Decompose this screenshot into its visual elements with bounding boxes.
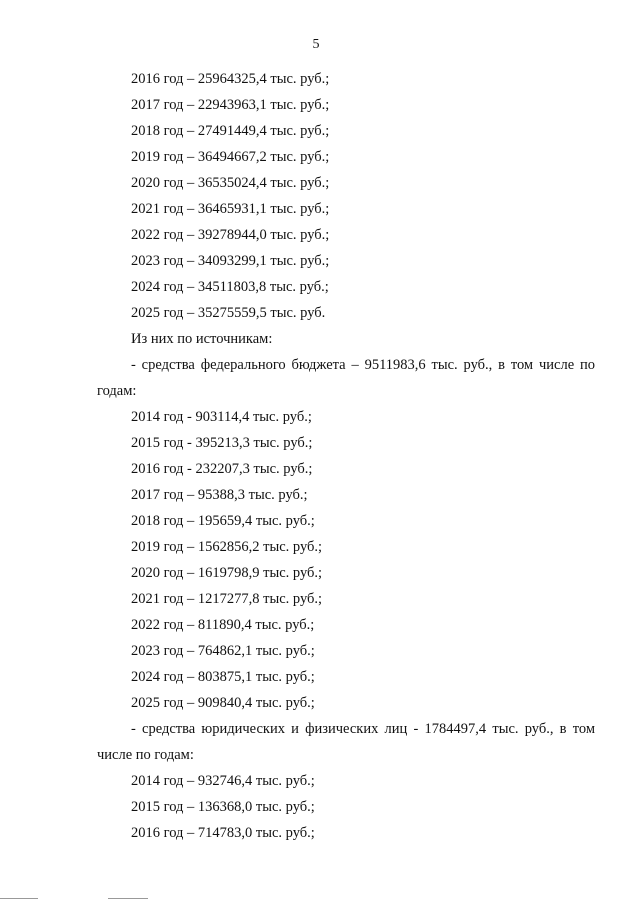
federal-year-line: 2015 год - 395213,3 тыс. руб.; [131,435,313,451]
legal-year-line: 2016 год – 714783,0 тыс. руб.; [131,825,315,841]
federal-year-line: 2025 год – 909840,4 тыс. руб.; [131,695,315,711]
total-year-line: 2021 год – 36465931,1 тыс. руб.; [131,201,330,217]
total-year-line: 2018 год – 27491449,4 тыс. руб.; [131,123,330,139]
federal-budget-line-continued: годам: [97,383,137,399]
page-number: 5 [312,37,320,52]
legal-year-line: 2014 год – 932746,4 тыс. руб.; [131,773,315,789]
total-year-line: 2016 год – 25964325,4 тыс. руб.; [131,71,330,87]
scan-edge-mark-left [0,898,38,899]
budget-text [97,66,595,846]
federal-budget-line: - средства федерального бюджета – 9511983,6 тыс. руб., в том числе по [131,357,595,373]
total-year-line: 2025 год – 35275559,5 тыс. руб. [131,305,326,321]
total-year-line: 2023 год – 34093299,1 тыс. руб.; [131,253,330,269]
federal-year-line: 2017 год – 95388,3 тыс. руб.; [131,487,308,503]
total-year-line: 2020 год – 36535024,4 тыс. руб.; [131,175,330,191]
total-year-line: 2019 год – 36494667,2 тыс. руб.; [131,149,330,165]
total-year-line: 2024 год – 34511803,8 тыс. руб.; [131,279,329,295]
federal-year-line: 2023 год – 764862,1 тыс. руб.; [131,643,315,659]
scan-edge-mark-center [108,898,148,899]
federal-year-line: 2016 год - 232207,3 тыс. руб.; [131,461,313,477]
legal-entities-line-continued: числе по годам: [97,747,194,763]
sources-heading: Из них по источникам: [131,331,273,347]
legal-year-line: 2015 год – 136368,0 тыс. руб.; [131,799,315,815]
federal-year-line: 2022 год – 811890,4 тыс. руб.; [131,617,315,633]
total-year-line: 2022 год – 39278944,0 тыс. руб.; [131,227,330,243]
federal-year-line: 2014 год - 903114,4 тыс. руб.; [131,409,312,425]
federal-year-line: 2019 год – 1562856,2 тыс. руб.; [131,539,323,555]
federal-year-line: 2021 год – 1217277,8 тыс. руб.; [131,591,323,607]
legal-entities-line: - средства юридических и физических лиц - 1784497,4 тыс. руб., в том [131,721,595,737]
total-year-line: 2017 год – 22943963,1 тыс. руб.; [131,97,330,113]
federal-year-line: 2020 год – 1619798,9 тыс. руб.; [131,565,323,581]
federal-year-line: 2018 год – 195659,4 тыс. руб.; [131,513,315,529]
federal-year-line: 2024 год – 803875,1 тыс. руб.; [131,669,315,685]
